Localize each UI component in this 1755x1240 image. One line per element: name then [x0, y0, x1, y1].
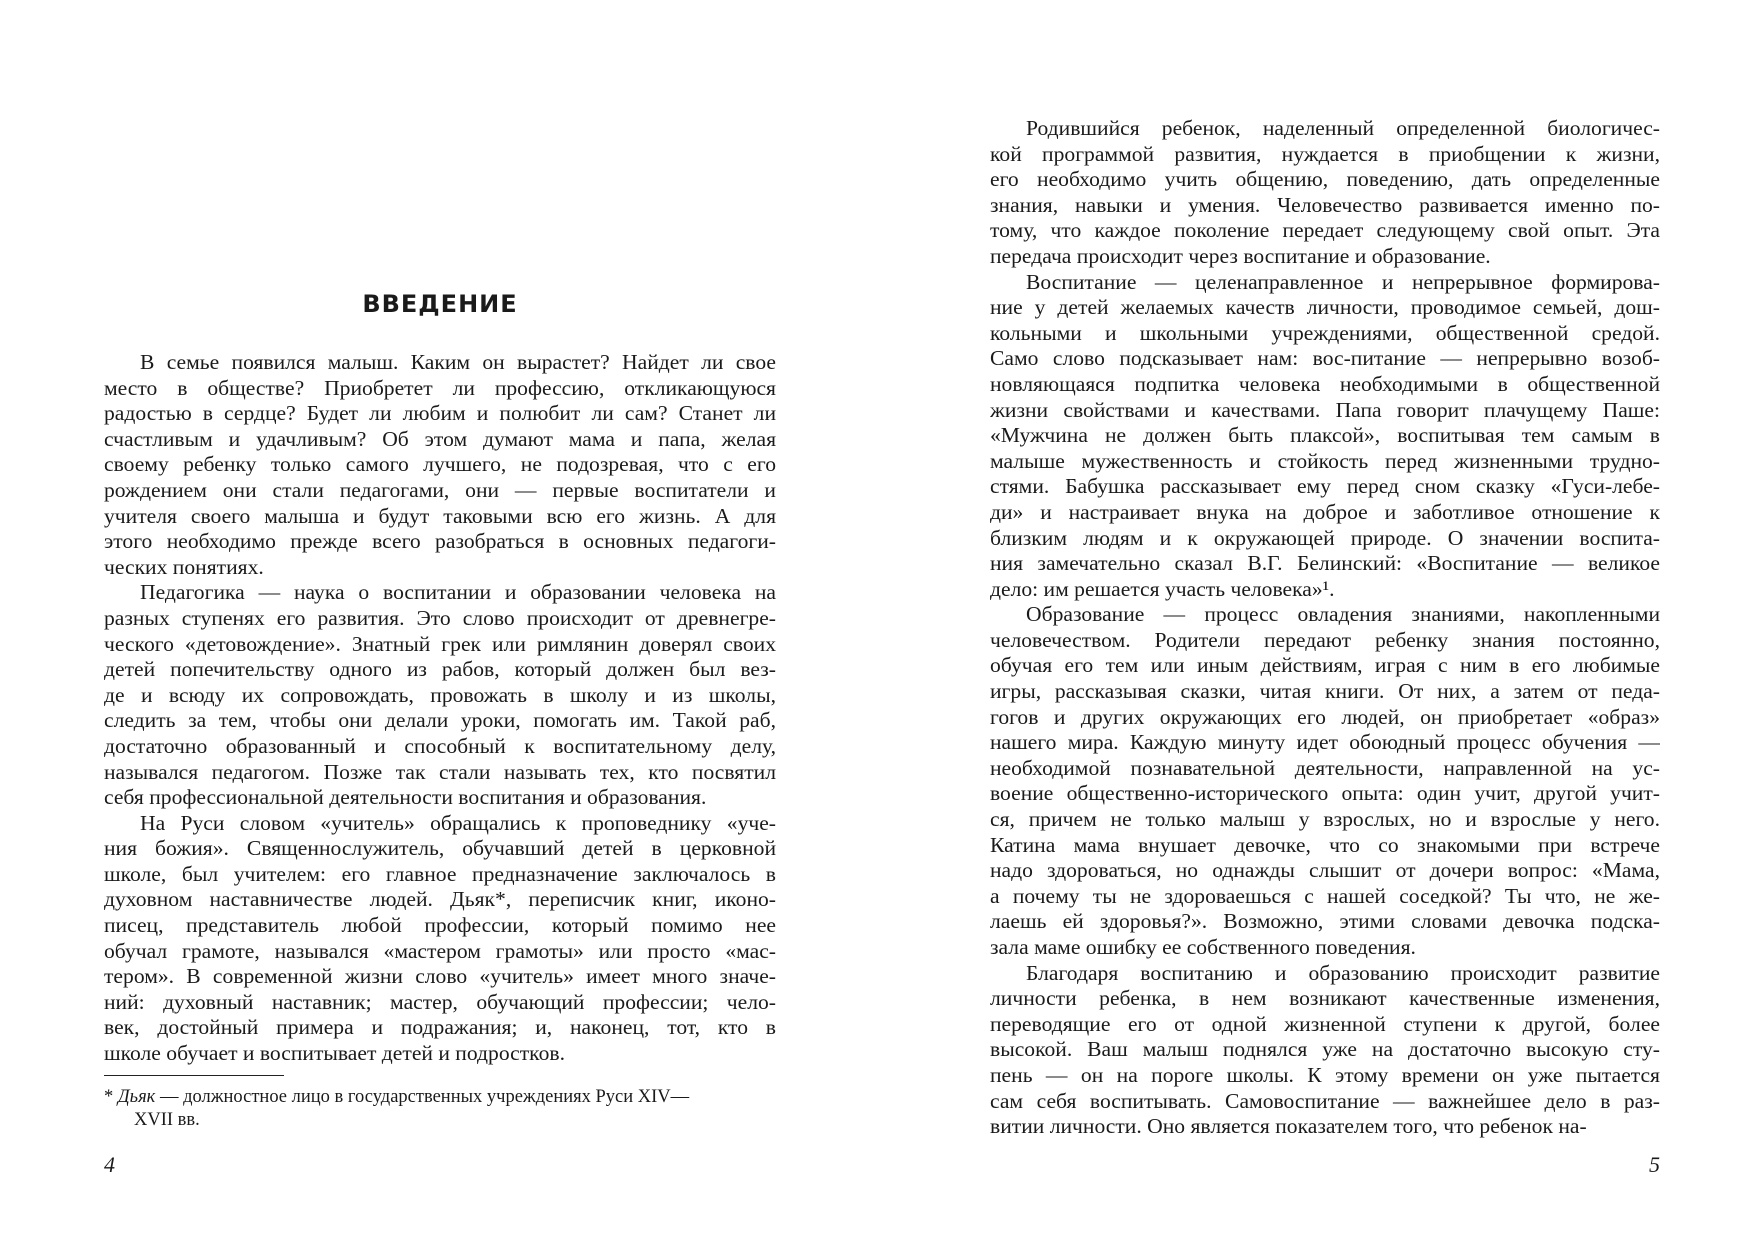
text-line: передача происходит через воспитание и образование. [990, 243, 1491, 268]
footnote [104, 1086, 776, 1132]
right-page [990, 0, 1660, 1240]
page-number: 5 [1649, 1152, 1660, 1177]
text-line: его необходимо учить общению, поведению, дать определенные [990, 167, 1660, 192]
text-line: гогов и других окружающих его людей, он приобретает «образ» [990, 704, 1660, 729]
text-line: школе, был учителем: его главное предназначение заключалось в [104, 861, 776, 886]
text-line: сам себя воспитывать. Самовоспитание — важнейшее дело в раз- [990, 1088, 1660, 1113]
right-body-text [990, 116, 1660, 1140]
text-line: ний: духовный наставник; мастер, обучающий профессии; чело- [104, 989, 776, 1014]
text-line: близким людям и к окружающей природе. О значении воспита- [990, 525, 1660, 550]
text-line: Родившийся ребенок, наделенный определенной биологичес- [1026, 116, 1660, 140]
text-line: стями. Бабушка рассказывает ему перед сном сказку «Гуси-лебе- [990, 474, 1660, 499]
text-line: Воспитание — целенаправленное и непрерывное формирова- [1026, 269, 1660, 294]
text-line: ния божия». Священнослужитель, обучавший детей в церковной [104, 836, 776, 861]
paragraph [990, 116, 1660, 270]
text-line: век, достойный примера и подражания; и, наконец, тот, кто в [104, 1015, 776, 1040]
text-line: зала маме ошибку ее собственного поведения. [990, 935, 1416, 959]
paragraph [104, 350, 776, 580]
text-line: Педагогика — наука о воспитании и образовании человека на [140, 580, 776, 605]
text-line: обучал грамоте, назывался «мастером грамоты» или просто «мас- [104, 938, 776, 963]
text-line: необходимой познавательной деятельности, направленной на ус- [990, 755, 1660, 780]
text-line: тому, что каждое поколение передает следующему свой опыт. Эта [990, 218, 1660, 243]
text-line: дело: им решается участь человека»¹. [990, 576, 1335, 601]
paragraph [990, 602, 1660, 960]
text-line: рождением они стали педагогами, они — первые воспитатели и [104, 477, 776, 502]
text-line: игры, рассказывая сказки, читая книги. От них, а затем от педа- [990, 679, 1660, 704]
text-line: Катина мама внушает девочке, что со знакомыми при встрече [990, 832, 1660, 857]
text-line: знания, навыки и умения. Человечество развивается именно по- [990, 192, 1660, 217]
page-number: 4 [104, 1152, 115, 1177]
text-line: писец, представитель любой профессии, который помимо нее [104, 913, 776, 938]
text-line: разных ступенях его развития. Это слово происходит от древнегре- [104, 605, 776, 630]
left-body-text [104, 350, 776, 1067]
text-line: обучая его тем или иным действиям, играя с ним в его любимые [990, 653, 1660, 678]
text-line: назывался педагогом. Позже так стали называть тех, кто посвятил [104, 759, 776, 784]
text-line: надо здороваться, но однажды слышит от дочери вопрос: «Мама, [990, 858, 1660, 883]
text-line: лаешь ей здоровья?». Возможно, этими словами девочка подска- [990, 909, 1660, 934]
text-line: Благодаря воспитанию и образованию происходит развитие [1026, 960, 1660, 985]
text-line: Само слово подсказывает нам: вос-питание — непрерывно возоб- [990, 346, 1660, 371]
text-line: новляющаяся подпитка человека необходимыми в общественной [990, 371, 1660, 396]
text-line: следить за тем, чтобы они делали уроки, помогать им. Такой раб, [104, 708, 776, 733]
text-line: личности ребенка, в нем возникают качественные изменения, [990, 986, 1660, 1011]
text-line: кой программой развития, нуждается в приобщении к жизни, [990, 141, 1660, 166]
footnote-term: Дьяк [117, 1087, 156, 1107]
text-line: ся, причем не только малыш у взрослых, но и взрослые у него. [990, 807, 1660, 832]
paragraph [990, 961, 1660, 1140]
footnote-line [104, 1086, 776, 1109]
text-line: На Руси словом «учитель» обращались к проповеднику «уче- [140, 810, 776, 835]
text-line: учителя своего малыша и будут таковыми всю его жизнь. А для [104, 503, 776, 528]
paragraph [104, 811, 776, 1067]
left-page [104, 0, 776, 1240]
text-line: переводящие его от одной жизненной ступени к другой, более [990, 1011, 1660, 1036]
text-line: школе обучает и воспитывает детей и подростков. [104, 1041, 565, 1066]
text-line: а почему ты не здороваешься с нашей соседкой? Ты что, не же- [990, 883, 1660, 908]
text-line: воение общественно-исторического опыта: один учит, другой учит- [990, 781, 1660, 806]
text-line: высокой. Ваш малыш поднялся уже на достаточно высокую сту- [990, 1037, 1660, 1062]
text-line: счастливым и удачливым? Об этом думают мама и папа, желая [104, 426, 776, 451]
text-line: малыше мужественность и стойкость перед жизненными трудно- [990, 448, 1660, 473]
footnote-marker: * [104, 1087, 118, 1107]
text-line: этого необходимо прежде всего разобраться в основных педагоги- [104, 529, 776, 554]
text-line: место в обществе? Приобретет ли профессию, откликающуюся [104, 375, 776, 400]
footnote-rule [104, 1075, 284, 1076]
chapter-title: ВВЕДЕНИЕ [362, 290, 518, 318]
text-line: достаточно образованный и способный к воспитательному делу, [104, 733, 776, 758]
text-line: ние у детей желаемых качеств личности, проводимое семьей, дош- [990, 295, 1660, 320]
text-line: витии личности. Оно является показателем того, что ребенок на- [990, 1114, 1587, 1139]
text-line: жизни свойствами и качествами. Папа говорит плачущему Паше: [990, 397, 1660, 422]
text-line: де и всюду их сопровождать, провожать в школу и из школы, [104, 682, 776, 707]
text-line: нашего мира. Каждую минуту идет обоюдный процесс обучения — [990, 730, 1660, 755]
text-line: кольными и школьными учреждениями, общественной средой. [990, 320, 1660, 345]
text-line: пень — он на пороге школы. К этому времени он уже пытается [990, 1062, 1660, 1087]
text-line: ди» и настраивает внука на доброе и заботливое отношение к [990, 499, 1660, 524]
text-line: себя профессиональной деятельности воспитания и образования. [104, 785, 707, 810]
text-line: «Мужчина не должен быть плаксой», воспитывая тем самым в [990, 423, 1660, 448]
text-line: ния замечательно сказал В.Г. Белинский: «Воспитание — великое [990, 551, 1660, 576]
footnote-line: XVII вв. [134, 1110, 200, 1130]
text-line: ческих понятиях. [104, 554, 264, 579]
footnote-text: — должностное лицо в государственных учреждениях Руси XIV— [155, 1087, 690, 1107]
text-line: ческого «детовождение». Знатный грек или римлянин доверял своих [104, 631, 776, 656]
text-line: духовном наставничестве людей. Дьяк*, переписчик книг, иконо- [104, 887, 776, 912]
text-line: радостью в сердце? Будет ли любим и полюбит ли сам? Станет ли [104, 401, 776, 426]
text-line: своему ребенку только самого лучшего, не подозревая, что с его [104, 452, 776, 477]
text-line: Образование — процесс овладения знаниями, накопленными [1026, 602, 1660, 627]
text-line: человечеством. Родители передают ребенку знания постоянно, [990, 627, 1660, 652]
text-line: В семье появился малыш. Каким он вырастет? Найдет ли свое [140, 350, 776, 374]
paragraph [104, 580, 776, 810]
text-line: тером». В современной жизни слово «учитель» имеет много значе- [104, 964, 776, 989]
text-line: детей попечительству одного из рабов, который должен был вез- [104, 657, 776, 682]
paragraph [990, 270, 1660, 603]
